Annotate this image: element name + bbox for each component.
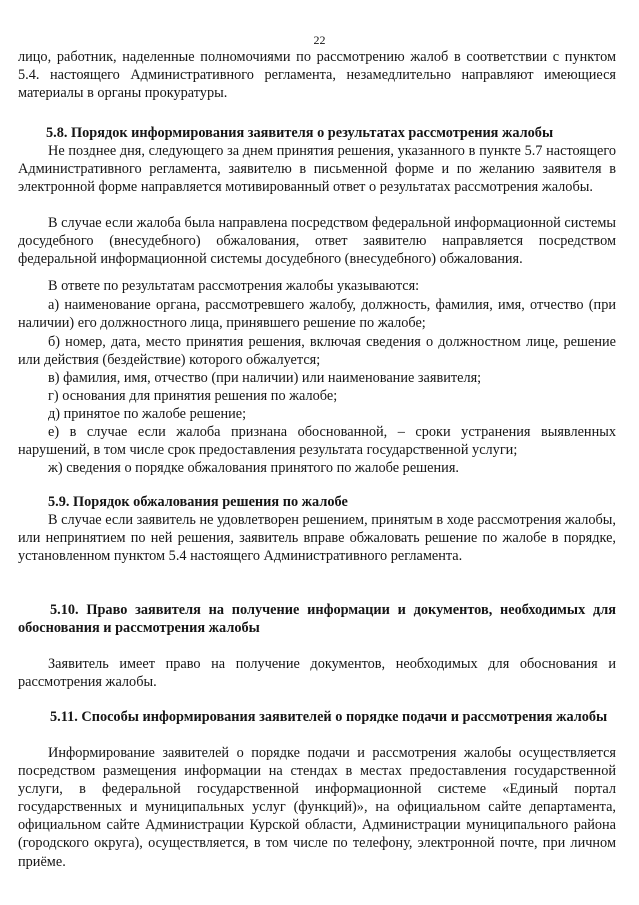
heading-5-8: 5.8. Порядок информирования заявителя о результатах рассмотрения жалобы xyxy=(46,125,554,141)
paragraph-5-11: Информирование заявителей о порядке подачи и рассмотрения жалобы осуществляется посредством размещения информации на стендах в местах предоставления государственной услуги, в федеральной государственной информационной системе «Единый портал государственных и муниципальных услуг (функций)», на официальном сайте департамента, официальном сайте Администрации Курской области, Администрации муниципального района (городского округа), осуществляется, в том числе по телефону, электронной почте, при личном приёме. xyxy=(18,745,616,870)
page-number: 22 xyxy=(313,33,326,47)
list-item-b: б) номер, дата, место принятия решения, включая сведения о должностном лице, решение или действия (бездействие) которого обжалуется; xyxy=(18,334,616,369)
paragraph-5-10: Заявитель имеет право на получение документов, необходимых для обоснования и рассмотрения жалобы. xyxy=(18,656,616,691)
list-item-g: г) основания для принятия решения по жалобе; xyxy=(48,388,338,404)
heading-5-11: 5.11. Способы информирования заявителей о порядке подачи и рассмотрения жалобы xyxy=(50,709,608,725)
list-item-a: а) наименование органа, рассмотревшего жалобу, должность, фамилия, имя, отчество (при наличии) его должностного лица, принявшего решение по жалобе; xyxy=(18,297,616,332)
heading-5-9: 5.9. Порядок обжалования решения по жалобе xyxy=(48,494,348,510)
list-item-v: в) фамилия, имя, отчество (при наличии) или наименование заявителя; xyxy=(48,370,482,386)
list-item-e: е) в случае если жалоба признана обоснованной, – сроки устранения выявленных нарушений, в том числе срок предоставления результата государственной услуги; xyxy=(18,424,616,459)
paragraph-5-8-response: Не позднее дня, следующего за днем принятия решения, указанного в пункте 5.7 настоящего Административного регламента, заявителю в письменной форме и по желанию заявителя в электронной форме направляется мотивированный ответ о результатах рассмотрения жалобы. xyxy=(18,143,616,196)
heading-5-10: 5.10. Право заявителя на получение информации и документов, необходимых для обоснования и рассмотрения жалобы xyxy=(18,602,616,637)
paragraph-5-8-federal-system: В случае если жалоба была направлена посредством федеральной информационной системы досудебного (внесудебного) обжалования, ответ заявителю направляется посредством федеральной информационной системы досудебного (внесудебного) обжалования. xyxy=(18,215,616,268)
list-item-zh: ж) сведения о порядке обжалования принятого по жалобе решения. xyxy=(48,460,459,476)
paragraph-5-8-intro: В ответе по результатам рассмотрения жалобы указываются: xyxy=(48,278,420,294)
paragraph-continuation: лицо, работник, наделенные полномочиями по рассмотрению жалоб в соответствии с пунктом 5.4. настоящего Административного регламента, незамедлительно направляют имеющиеся материалы в органы прокуратуры. xyxy=(18,49,616,102)
paragraph-5-9: В случае если заявитель не удовлетворен решением, принятым в ходе рассмотрения жалобы, или непринятием по ней решения, заявитель вправе обжаловать решение по жалобе в порядке, установленном пунктом 5.4 настоящего Административного регламента. xyxy=(18,512,616,565)
list-item-d: д) принятое по жалобе решение; xyxy=(48,406,247,422)
